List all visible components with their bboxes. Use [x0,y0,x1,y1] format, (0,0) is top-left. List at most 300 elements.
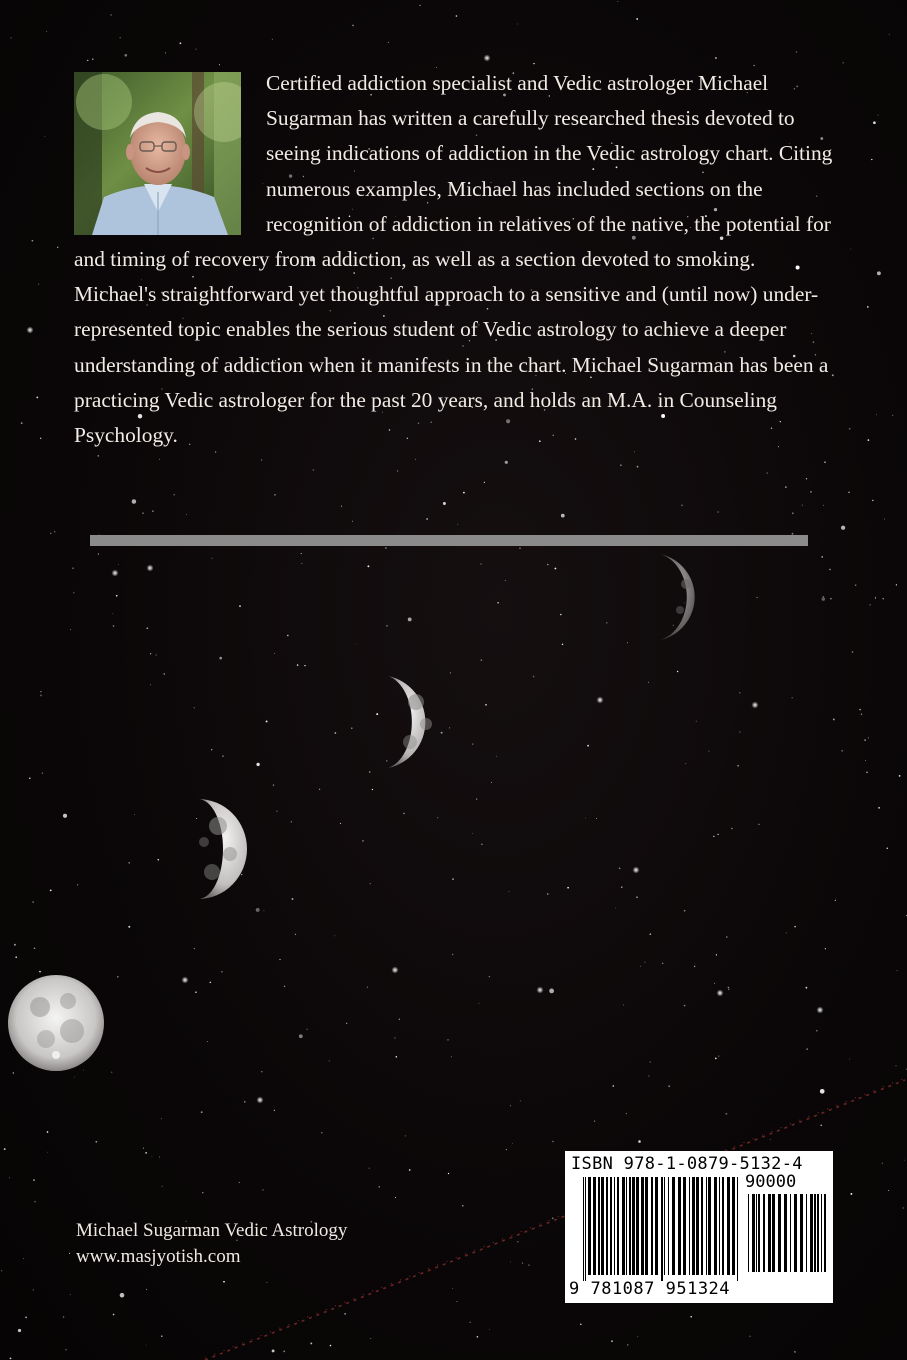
star [899,775,901,777]
star [621,887,622,888]
star [150,685,151,686]
star [506,1149,507,1150]
star [396,1056,398,1058]
barcode-bar [806,1194,807,1272]
star [517,1241,518,1242]
star [42,773,43,774]
star [792,512,794,514]
ean13-barcode-bars [583,1177,739,1281]
barcode-bar [629,1177,631,1275]
barcode-bar [714,1177,717,1275]
bright-star [484,55,491,62]
star [842,750,843,751]
publisher-website: www.masjyotish.com [76,1246,241,1267]
star [567,887,569,889]
star [684,910,686,912]
star [201,1111,203,1113]
star [63,814,67,818]
star [648,682,649,683]
star [87,60,88,61]
star [292,898,294,900]
star [849,1059,850,1060]
star [491,782,492,783]
star [120,1293,125,1298]
star [889,34,890,35]
star [362,840,364,842]
star [510,1261,511,1262]
barcode-bar [719,1177,720,1275]
star [758,824,759,825]
star [124,54,127,57]
star [623,1005,624,1006]
star [479,1003,480,1004]
publisher-info [76,1218,347,1270]
star [829,569,830,570]
star [869,604,870,605]
star [612,1085,614,1087]
star [876,414,877,415]
star [481,844,482,845]
star [606,622,608,624]
star [202,1192,203,1193]
star [54,531,55,532]
star [547,893,548,894]
star [69,1253,70,1254]
star [441,732,443,734]
price-code: 90000 [745,1172,797,1192]
star [47,1152,48,1153]
star [715,1058,717,1060]
star [717,511,719,513]
star [505,580,506,581]
star [301,563,302,564]
star [367,987,368,988]
barcode-bar [617,1177,619,1275]
star [796,51,798,53]
star [497,602,499,604]
star [737,765,739,767]
star [369,1168,370,1169]
star [21,422,23,424]
barcode-bar [593,1177,596,1275]
star [159,1157,160,1158]
star [310,1342,312,1344]
star [861,713,863,715]
star [786,932,787,933]
star [379,1186,380,1187]
star [152,510,153,511]
moon-gibbous-partial [360,672,440,772]
star [618,1,619,2]
star [159,459,160,460]
star [872,500,873,501]
barcode-bar [585,1177,586,1281]
star [210,982,212,984]
star [73,592,74,593]
star [866,772,868,774]
star [72,567,74,569]
star [372,789,373,790]
star [63,1316,65,1318]
star [596,818,597,819]
isbn-barcode [565,1151,833,1303]
star [528,1264,529,1265]
star [273,784,274,785]
star [887,848,889,850]
barcode-bar [678,1177,681,1275]
star [456,15,458,17]
bright-star [257,1097,264,1104]
star [274,494,275,495]
star [29,777,30,778]
star [116,595,118,597]
star [649,933,651,935]
star [98,553,99,554]
price-addon-barcode-bars [748,1194,826,1278]
star [865,760,866,761]
star [23,1258,24,1259]
star [619,868,621,870]
moon-gibbous [160,798,250,900]
star [113,625,115,627]
star [637,1336,638,1337]
star [50,890,52,892]
barcode-bar [626,1177,627,1275]
isbn-label: ISBN 978-1-0879-5132-4 [571,1154,803,1174]
star [223,1281,225,1283]
star [448,1173,449,1174]
star [395,1197,396,1198]
barcode-bar [737,1177,738,1281]
barcode-bar [632,1177,635,1275]
star [161,1118,162,1119]
star [405,1135,406,1136]
star [637,466,639,468]
star [370,883,371,884]
barcode-bar [810,1194,813,1272]
star [806,478,807,479]
barcode-bar [598,1177,600,1275]
star [40,694,42,696]
star [636,18,638,20]
star [835,900,836,901]
bright-star [147,565,154,572]
barcode-bar [610,1177,612,1275]
star [794,1351,795,1352]
star [367,565,369,567]
star [512,1143,513,1144]
barcode-bar [814,1194,816,1272]
star [47,1131,49,1133]
star [822,597,825,600]
star [77,884,78,885]
star [562,644,563,645]
star [409,1169,411,1171]
star [480,564,481,565]
star [408,617,412,621]
star [33,1289,34,1290]
star [849,428,851,430]
star [717,834,718,835]
star [92,59,93,60]
star [645,962,646,963]
star [70,1294,71,1295]
star [739,731,740,732]
star [882,1163,883,1164]
barcode-bar [701,1177,703,1275]
star [802,505,803,506]
divider-bar [90,535,808,546]
star [878,115,879,116]
star [620,464,622,466]
star [662,963,663,964]
star [485,704,487,706]
star [470,1322,471,1323]
star [211,749,212,750]
star [472,833,473,834]
barcode-bar [588,1177,591,1275]
star [868,737,869,738]
barcode-bar [668,1177,669,1275]
barcode-bar [768,1194,771,1272]
star [443,502,446,505]
star [299,1034,303,1038]
barcode-bar [722,1177,724,1275]
star [437,817,438,818]
barcode-bar [655,1177,658,1275]
star [351,728,352,729]
star [476,799,477,800]
star [18,1329,21,1332]
star [785,486,786,487]
star [219,657,222,660]
star [156,655,157,656]
star [810,491,812,493]
bright-star [112,570,119,577]
star [626,1113,627,1114]
star [547,564,549,566]
star [884,519,885,520]
star [157,859,159,861]
star [283,1351,285,1353]
star [792,697,793,698]
moon-full [6,973,106,1073]
star [904,1160,905,1161]
barcode-bar [706,1177,707,1275]
star [716,954,717,955]
star [555,568,557,570]
star [875,597,876,598]
star [447,1039,448,1040]
star [477,1336,479,1338]
star [426,518,428,520]
star [615,908,616,909]
star [399,1019,400,1020]
star [896,584,897,585]
star [221,971,222,972]
bright-star [633,867,640,874]
bright-star [537,987,544,994]
star [180,42,182,44]
star [456,1301,457,1302]
star [517,24,518,25]
star [552,1141,553,1142]
barcode-bar [672,1177,675,1275]
star [668,1085,670,1087]
star [560,614,562,616]
star [895,1065,896,1066]
star [552,1217,554,1219]
star [274,1110,275,1111]
star [34,948,36,950]
star [650,1061,651,1062]
star [715,57,717,59]
star [142,512,144,514]
star [295,934,296,935]
star [256,763,259,766]
star [873,121,876,124]
star [128,926,130,928]
star [291,821,292,822]
star [287,635,289,637]
star [33,901,34,902]
star [580,1323,582,1325]
barcode-bar [727,1177,730,1275]
star [344,1313,345,1314]
star [196,49,197,50]
star [489,1329,490,1330]
star [505,461,508,464]
barcode-bar [790,1194,791,1272]
star [877,271,881,275]
star [111,1072,112,1073]
star [352,521,353,522]
star [897,970,898,971]
star [728,989,729,990]
star [397,471,398,472]
star [850,249,851,250]
barcode-bar [606,1177,608,1275]
barcode-bar [772,1194,775,1272]
star [533,63,534,64]
star [370,1338,371,1339]
star [871,159,872,160]
star [522,1262,523,1263]
star [696,721,697,722]
barcode-bar [800,1194,803,1272]
star [4,1148,6,1150]
star [627,642,628,643]
star [627,1344,629,1346]
star [510,1105,511,1106]
star [40,438,41,439]
star [820,1089,825,1094]
star [587,745,589,747]
star [334,936,335,937]
star [239,1182,240,1183]
star [161,1335,162,1336]
star [728,987,729,988]
star [484,482,485,483]
barcode-bar [748,1194,749,1272]
barcode-bar [696,1177,699,1275]
star [903,1207,904,1208]
book-description [74,66,834,453]
star [684,1005,686,1007]
star [256,908,260,912]
star [888,1190,889,1191]
star [261,459,262,460]
star [335,732,337,734]
star [821,556,823,558]
star [50,533,51,534]
barcode-bar [641,1177,644,1275]
star [97,455,99,457]
star [329,1060,330,1061]
star [65,1349,66,1350]
star [449,727,450,728]
star [892,415,893,416]
star [70,629,71,630]
star [244,1101,246,1103]
star [677,671,678,672]
star [694,966,695,967]
star [749,1336,750,1337]
star [394,1037,395,1038]
barcode-bar [824,1194,826,1272]
star [113,1314,115,1316]
star [307,1029,308,1030]
star [284,986,285,987]
star [33,1179,35,1181]
star [173,494,175,496]
star [319,789,320,790]
star [261,1071,262,1072]
star [120,37,121,38]
star [823,596,825,598]
star [262,1189,263,1190]
star [450,672,451,673]
star [585,818,586,819]
star [451,1056,452,1057]
star [267,1282,268,1283]
star [195,991,197,993]
star [321,1132,322,1133]
star [403,813,405,815]
star [794,926,796,928]
star [867,306,869,308]
star [313,469,315,471]
star [561,514,565,518]
star [301,553,302,554]
barcode-bar [622,1177,625,1275]
star [34,1201,35,1202]
star [509,891,510,892]
star [496,756,497,757]
star [415,459,416,460]
photo-spacer [74,66,266,238]
star [128,862,129,863]
publisher-name: Michael Sugarman Vedic Astrology [76,1220,348,1241]
star [533,676,535,678]
barcode-bar [636,1177,639,1275]
star [15,956,17,958]
star [385,547,386,548]
star [207,1041,208,1042]
star [32,240,34,242]
barcode-bar [758,1194,760,1272]
star [194,948,195,949]
